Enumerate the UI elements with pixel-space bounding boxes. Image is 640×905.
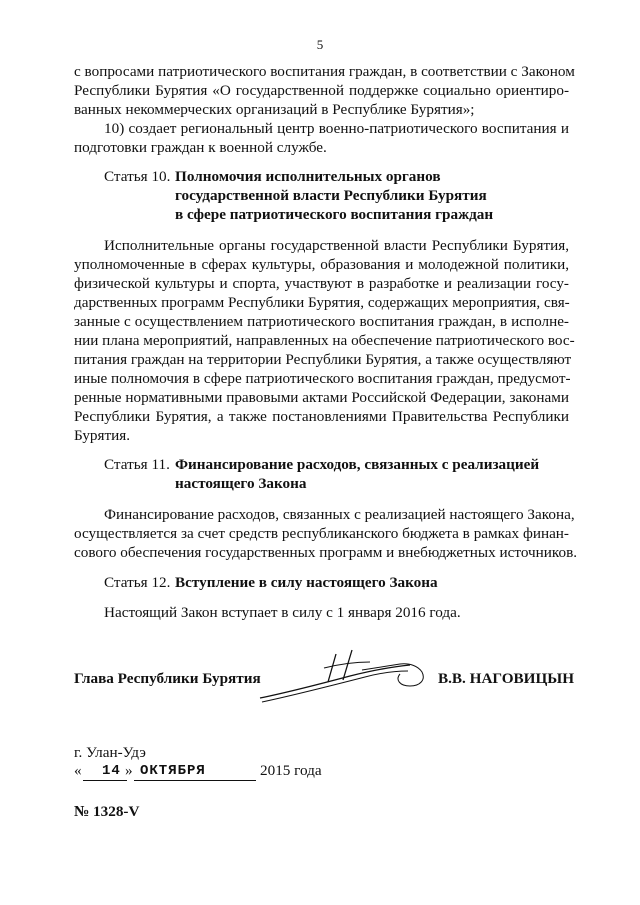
signatory-position: Глава Республики Бурятия xyxy=(74,670,261,687)
article11-body-2: осуществляется за счет средств республиканского бюджета в рамках финан- xyxy=(74,525,569,542)
article10-body-10: Республики Бурятия, а также постановлениями Правительства Республики xyxy=(74,408,569,425)
article10-body-1: Исполнительные органы государственной власти Республики Бурятия, xyxy=(104,237,569,254)
article10-title-3: в сфере патриотического воспитания граждан xyxy=(175,206,494,223)
intro-line-3: ванных некоммерческих организаций в Республике Бурятия»; xyxy=(74,101,475,118)
article10-body-2: уполномоченные в сферах культуры, образования и молодежной политики, xyxy=(74,256,569,273)
article10-body-9: ренные нормативными правовыми актами Российской Федерации, законами xyxy=(74,389,569,406)
article11-body-1: Финансирование расходов, связанных с реализацией настоящего Закона, xyxy=(104,506,575,523)
signatory-name: В.В. НАГОВИЦЫН xyxy=(438,670,575,687)
date-day: 14 xyxy=(102,763,121,779)
date-year: 2015 года xyxy=(260,762,322,779)
article10-body-8: иные полномочия в сфере патриотического воспитания граждан, предусмот- xyxy=(74,370,571,387)
article12-label: Статья 12. xyxy=(104,574,171,591)
article10-body-5: занные с осуществлением патриотического воспитания граждан, в исполне- xyxy=(74,313,569,330)
intro-line-2: Республики Бурятия «О государственной поддержке социально ориентиро- xyxy=(74,82,569,99)
article12-body: Настоящий Закон вступает в силу с 1 января 2016 года. xyxy=(104,604,461,621)
article10-title-1: Полномочия исполнительных органов xyxy=(175,168,441,185)
article11-title-1: Финансирование расходов, связанных с реализацией xyxy=(175,456,540,473)
article12-title: Вступление в силу настоящего Закона xyxy=(175,574,438,591)
date-open-quote: « xyxy=(74,762,82,779)
place: г. Улан-Удэ xyxy=(74,744,146,761)
intro-line-1: с вопросами патриотического воспитания граждан, в соответствии с Законом xyxy=(74,63,575,80)
item10-line-1: 10) создает региональный центр военно-патриотического воспитания и xyxy=(104,120,569,137)
law-number: № 1328-V xyxy=(74,803,140,820)
article10-body-11: Бурятия. xyxy=(74,427,131,444)
page-number: 5 xyxy=(316,37,324,52)
article10-label: Статья 10. xyxy=(104,168,171,185)
article10-body-7: питания граждан на территории Республики Бурятия, а также осуществляют xyxy=(74,351,572,368)
day-underline xyxy=(83,780,127,781)
date-close-quote: » xyxy=(125,762,133,779)
article10-body-3: физической культуры и спорта, участвуют в разработке и реализации госу- xyxy=(74,275,569,292)
month-underline xyxy=(134,780,256,781)
article10-body-6: нии плана мероприятий, направленных на обеспечение патриотического вос- xyxy=(74,332,575,349)
date-line xyxy=(74,762,82,780)
article10-title-2: государственной власти Республики Бурятия xyxy=(175,187,487,204)
item10-line-2: подготовки граждан к военной службе. xyxy=(74,139,327,156)
handwritten-signature xyxy=(250,640,440,715)
article11-title-2: настоящего Закона xyxy=(175,475,307,492)
article10-body-4: дарственных программ Республики Бурятия, содержащих мероприятия, свя- xyxy=(74,294,570,311)
date-month: ОКТЯБРЯ xyxy=(140,763,206,779)
article11-label: Статья 11. xyxy=(104,456,170,473)
article11-body-3: сового обеспечения государственных программ и внебюджетных источников. xyxy=(74,544,578,561)
